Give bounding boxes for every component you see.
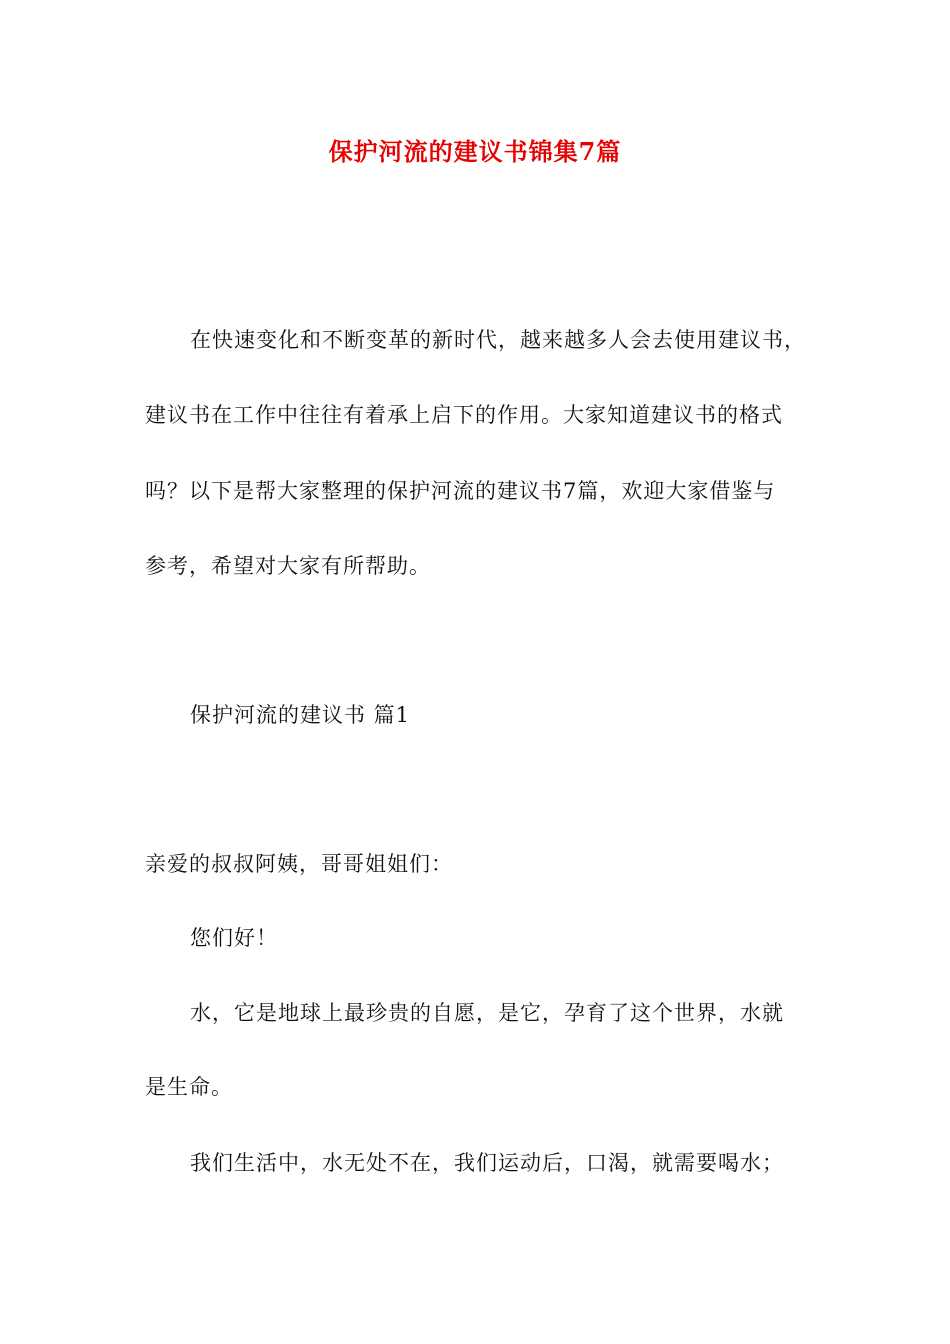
section-heading: 保护河流的建议书 篇1 <box>190 703 411 727</box>
intro-line-2: 建议书在工作中往往有着承上启下的作用。大家知道建议书的格式 <box>145 403 783 427</box>
intro-line-1: 在快速变化和不断变革的新时代，越来越多人会去使用建议书， <box>190 328 806 352</box>
greeting: 您们好！ <box>190 926 278 950</box>
intro-line-3: 吗？以下是帮大家整理的保护河流的建议书7篇，欢迎大家借鉴与 <box>145 479 776 503</box>
paragraph-1-line-2: 是生命。 <box>145 1075 233 1099</box>
paragraph-2-line-1: 我们生活中，水无处不在，我们运动后，口渴，就需要喝水； <box>190 1151 784 1175</box>
intro-line-4: 参考，希望对大家有所帮助。 <box>145 554 431 578</box>
paragraph-1-line-1: 水，它是地球上最珍贵的自愿，是它，孕育了这个世界，水就 <box>190 1001 784 1025</box>
salutation: 亲爱的叔叔阿姨，哥哥姐姐们： <box>145 852 453 876</box>
document-title: 保护河流的建议书锦集7篇 <box>328 137 622 166</box>
